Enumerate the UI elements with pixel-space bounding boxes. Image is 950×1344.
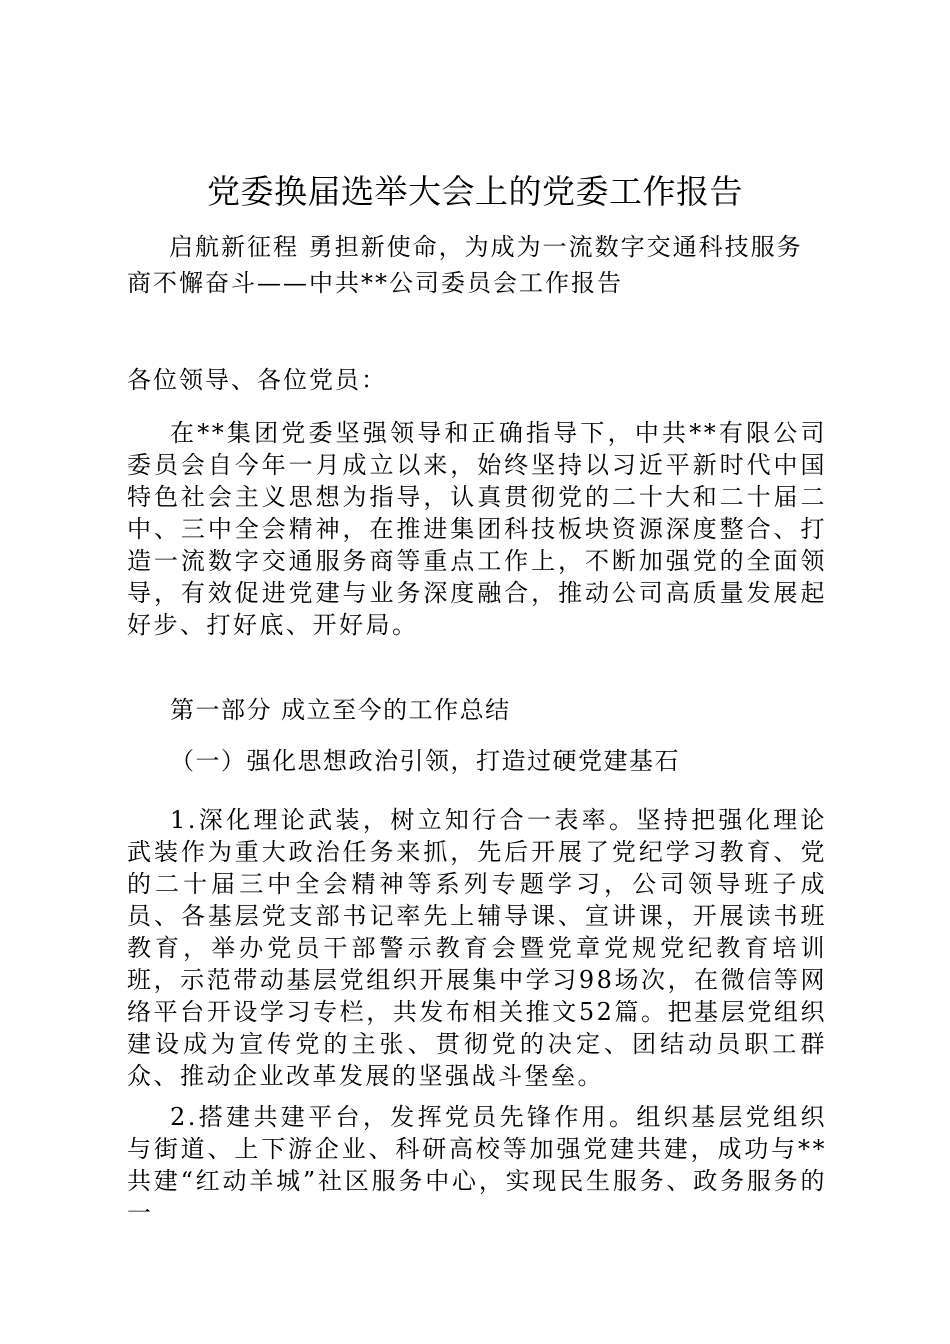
document-title: 党委换届选举大会上的党委工作报告 bbox=[207, 172, 743, 211]
section-heading: （一）强化思想政治引领，打造过硬党建基石 bbox=[170, 747, 680, 775]
item-paragraph-1: 1.深化理论武装，树立知行合一表率。坚持把强化理论武装作为重大政治任务来抓，先后开展了党纪学习教育、党的二十届三中全会精神等系列专题学习，公司领导班子成员、各基层党支部书记率先上辅导课、宣讲课，开展读书班教育，举办党员干部警示教育会暨党章党规党纪教育培训班，示范带动基层党组织开展集中学习98场次，在微信等网络平台开设学习专栏，共发布相关推文52篇。把基层党组织建设成为宣传党的主张、贯彻党的决定、团结动员职工群众、推动企业改革发展的坚强战斗堡垒。 bbox=[127, 806, 827, 1090]
document-subtitle: 启航新征程 勇担新使命，为成为一流数字交通科技服务商不懈奋斗——中共**公司委员会工作报告 bbox=[127, 233, 803, 297]
intro-paragraph: 在**集团党委坚强领导和正确指导下，中共**有限公司委员会自今年一月成立以来，始终坚持以习近平新时代中国特色社会主义思想为指导，认真贯彻党的二十大和二十届二中、三中全会精神，在推进集团科技板块资源深度整合、打造一流数字交通服务商等重点工作上，不断加强党的全面领导，有效促进党建与业务深度融合，推动公司高质量发展起好步、打好底、开好局。 bbox=[127, 419, 827, 639]
part-heading: 第一部分 成立至今的工作总结 bbox=[170, 696, 511, 724]
item-paragraph-2: 2.搭建共建平台，发挥党员先锋作用。组织基层党组织与街道、上下游企业、科研高校等加强党建共建，成功与**共建“红动羊城”社区服务中心，实现民生服务、政务服务的一 bbox=[127, 1103, 827, 1227]
salutation: 各位领导、各位党员： bbox=[127, 366, 387, 394]
